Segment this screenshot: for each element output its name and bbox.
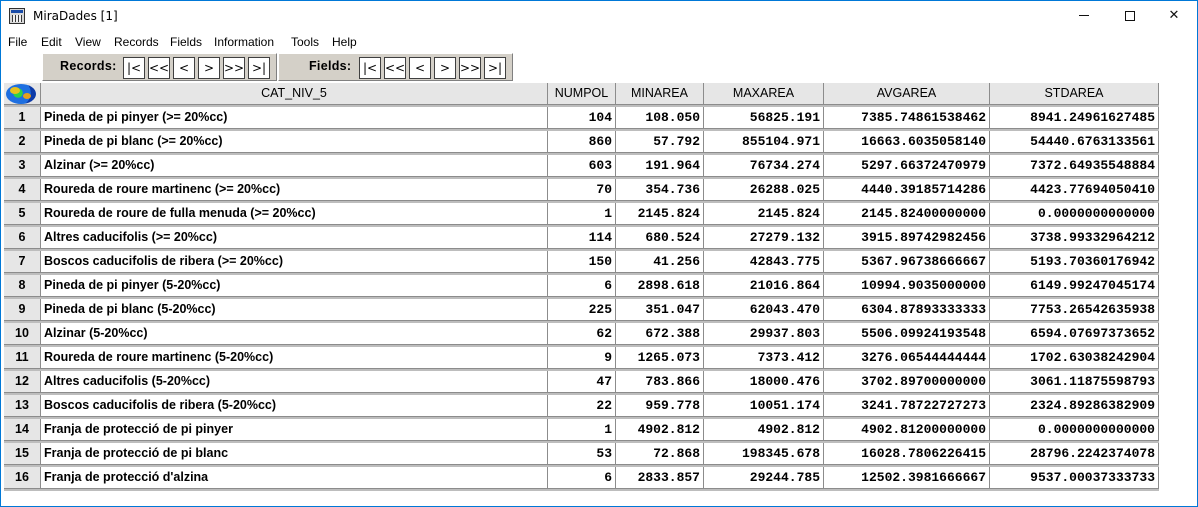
table-cell-maxarea[interactable]: 4902.812 — [704, 419, 824, 441]
table-cell-cat-niv-5[interactable]: Alzinar (>= 20%cc) — [41, 155, 548, 177]
table-cell-maxarea[interactable]: 198345.678 — [704, 443, 824, 465]
table-corner[interactable] — [4, 83, 41, 105]
table-cell-avgarea[interactable]: 3915.89742982456 — [824, 227, 990, 249]
column-header-maxarea[interactable]: MAXAREA — [704, 83, 824, 105]
table-cell-stdarea[interactable]: 54440.6763133561 — [990, 131, 1159, 153]
table-cell-minarea[interactable]: 41.256 — [616, 251, 704, 273]
table-cell-minarea[interactable]: 191.964 — [616, 155, 704, 177]
row-header[interactable]: 7 — [4, 251, 41, 273]
table-cell-stdarea[interactable]: 6594.07697373652 — [990, 323, 1159, 345]
table-cell-avgarea[interactable]: 5297.66372470979 — [824, 155, 990, 177]
row-header[interactable]: 8 — [4, 275, 41, 297]
table-cell-minarea[interactable]: 4902.812 — [616, 419, 704, 441]
window-title: MiraDades [1] — [33, 9, 118, 23]
minimize-icon — [1079, 15, 1089, 16]
table-cell-avgarea[interactable]: 6304.87893333333 — [824, 299, 990, 321]
records-label: Records: — [60, 59, 117, 73]
data-table — [4, 83, 1159, 491]
table-cell-stdarea[interactable]: 8941.24961627485 — [990, 107, 1159, 129]
table-cell-cat-niv-5[interactable]: Roureda de roure de fulla menuda (>= 20%cc) — [41, 203, 548, 225]
table-cell-maxarea[interactable]: 42843.775 — [704, 251, 824, 273]
globe-icon — [6, 84, 36, 104]
table-cell-avgarea[interactable]: 4440.39185714286 — [824, 179, 990, 201]
table-cell-numpol[interactable]: 1 — [548, 419, 616, 441]
table-cell-maxarea[interactable]: 62043.470 — [704, 299, 824, 321]
table-cell-maxarea[interactable]: 7373.412 — [704, 347, 824, 369]
table-cell-maxarea[interactable]: 21016.864 — [704, 275, 824, 297]
table-cell-numpol[interactable]: 114 — [548, 227, 616, 249]
table-cell-avgarea[interactable]: 5506.09924193548 — [824, 323, 990, 345]
row-header[interactable]: 14 — [4, 419, 41, 441]
table-cell-maxarea[interactable]: 29244.785 — [704, 467, 824, 489]
table-cell-numpol[interactable]: 860 — [548, 131, 616, 153]
row-header[interactable]: 6 — [4, 227, 41, 249]
table-cell-avgarea[interactable]: 2145.82400000000 — [824, 203, 990, 225]
title-bar[interactable] — [1, 1, 1197, 31]
table-cell-numpol[interactable]: 1 — [548, 203, 616, 225]
table-cell-avgarea[interactable]: 3702.89700000000 — [824, 371, 990, 393]
table-cell-cat-niv-5[interactable]: Franja de protecció de pi pinyer — [41, 419, 548, 441]
table-cell-numpol[interactable]: 22 — [548, 395, 616, 417]
table-cell-maxarea[interactable]: 76734.274 — [704, 155, 824, 177]
table-cell-maxarea[interactable]: 26288.025 — [704, 179, 824, 201]
table-cell-stdarea[interactable]: 3061.11875598793 — [990, 371, 1159, 393]
close-button[interactable] — [1151, 1, 1197, 31]
table-cell-stdarea[interactable]: 28796.2242374078 — [990, 443, 1159, 465]
fields-prev-button[interactable]: < — [409, 57, 431, 79]
table-cell-stdarea[interactable]: 3738.99332964212 — [990, 227, 1159, 249]
row-header[interactable]: 11 — [4, 347, 41, 369]
fields-toolbar — [278, 53, 513, 81]
table-cell-minarea[interactable]: 2145.824 — [616, 203, 704, 225]
table-cell-avgarea[interactable]: 5367.96738666667 — [824, 251, 990, 273]
table-cell-numpol[interactable]: 9 — [548, 347, 616, 369]
table-cell-minarea[interactable]: 680.524 — [616, 227, 704, 249]
table-cell-stdarea[interactable]: 0.0000000000000 — [990, 419, 1159, 441]
table-cell-stdarea[interactable]: 7372.64935548884 — [990, 155, 1159, 177]
table-cell-minarea[interactable]: 2833.857 — [616, 467, 704, 489]
menu-information[interactable]: Information — [214, 35, 275, 49]
table-cell-maxarea[interactable]: 855104.971 — [704, 131, 824, 153]
row-header[interactable]: 2 — [4, 131, 41, 153]
table-cell-numpol[interactable]: 70 — [548, 179, 616, 201]
table-cell-minarea[interactable]: 1265.073 — [616, 347, 704, 369]
table-cell-avgarea[interactable]: 3276.06544444444 — [824, 347, 990, 369]
table-cell-minarea[interactable]: 57.792 — [616, 131, 704, 153]
table-cell-minarea[interactable]: 959.778 — [616, 395, 704, 417]
table-cell-numpol[interactable]: 53 — [548, 443, 616, 465]
table-cell-minarea[interactable]: 108.050 — [616, 107, 704, 129]
table-cell-avgarea[interactable]: 4902.81200000000 — [824, 419, 990, 441]
table-cell-cat-niv-5[interactable]: Franja de protecció de pi blanc — [41, 443, 548, 465]
table-cell-minarea[interactable]: 783.866 — [616, 371, 704, 393]
menu-help[interactable]: Help — [332, 35, 357, 49]
table-cell-numpol[interactable]: 603 — [548, 155, 616, 177]
minimize-button[interactable] — [1061, 1, 1107, 31]
table-cell-numpol[interactable]: 62 — [548, 323, 616, 345]
app-table-icon — [9, 8, 25, 24]
table-cell-maxarea[interactable]: 29937.803 — [704, 323, 824, 345]
table-cell-cat-niv-5[interactable]: Roureda de roure martinenc (>= 20%cc) — [41, 179, 548, 201]
row-header[interactable]: 3 — [4, 155, 41, 177]
table-cell-stdarea[interactable]: 5193.70360176942 — [990, 251, 1159, 273]
row-header[interactable]: 12 — [4, 371, 41, 393]
table-cell-cat-niv-5[interactable]: Pineda de pi pinyer (>= 20%cc) — [41, 107, 548, 129]
column-header-avgarea[interactable]: AVGAREA — [824, 83, 990, 105]
table-cell-stdarea[interactable]: 9537.00037333733 — [990, 467, 1159, 489]
column-header-minarea[interactable]: MINAREA — [616, 83, 704, 105]
table-cell-numpol[interactable]: 6 — [548, 467, 616, 489]
table-cell-cat-niv-5[interactable]: Franja de protecció d'alzina — [41, 467, 548, 489]
fields-next-page-button[interactable]: >> — [459, 57, 481, 79]
table-cell-avgarea[interactable]: 3241.78722727273 — [824, 395, 990, 417]
records-first-button[interactable]: |< — [123, 57, 145, 79]
table-cell-cat-niv-5[interactable]: Alzinar (5-20%cc) — [41, 323, 548, 345]
table-cell-cat-niv-5[interactable]: Altres caducifolis (>= 20%cc) — [41, 227, 548, 249]
table-cell-stdarea[interactable]: 4423.77694050410 — [990, 179, 1159, 201]
column-header-numpol[interactable]: NUMPOL — [548, 83, 616, 105]
table-cell-avgarea[interactable]: 7385.74861538462 — [824, 107, 990, 129]
records-last-button[interactable]: >| — [248, 57, 270, 79]
table-cell-numpol[interactable]: 225 — [548, 299, 616, 321]
maximize-button[interactable] — [1107, 1, 1153, 31]
menu-fields[interactable]: Fields — [170, 35, 203, 49]
table-cell-stdarea[interactable]: 1702.63038242904 — [990, 347, 1159, 369]
table-cell-avgarea[interactable]: 12502.3981666667 — [824, 467, 990, 489]
table-cell-cat-niv-5[interactable]: Altres caducifolis (5-20%cc) — [41, 371, 548, 393]
table-cell-numpol[interactable]: 6 — [548, 275, 616, 297]
fields-label: Fields: — [309, 59, 352, 73]
row-header[interactable]: 9 — [4, 299, 41, 321]
table-cell-cat-niv-5[interactable]: Boscos caducifolis de ribera (5-20%cc) — [41, 395, 548, 417]
column-header-cat-niv-5[interactable]: CAT_NIV_5 — [41, 83, 548, 105]
menu-bar — [1, 32, 1197, 52]
row-header[interactable]: 4 — [4, 179, 41, 201]
table-cell-numpol[interactable]: 104 — [548, 107, 616, 129]
menu-records[interactable]: Records — [114, 35, 159, 49]
records-toolbar — [42, 53, 277, 81]
table-cell-maxarea[interactable]: 2145.824 — [704, 203, 824, 225]
table-cell-minarea[interactable]: 2898.618 — [616, 275, 704, 297]
table-cell-stdarea[interactable]: 6149.99247045174 — [990, 275, 1159, 297]
records-prev-page-button[interactable]: << — [148, 57, 170, 79]
row-header[interactable]: 13 — [4, 395, 41, 417]
menu-file[interactable]: File — [8, 35, 28, 49]
table-cell-avgarea[interactable]: 16028.7806226415 — [824, 443, 990, 465]
table-cell-stdarea[interactable]: 0.0000000000000 — [990, 203, 1159, 225]
records-prev-button[interactable]: < — [173, 57, 195, 79]
table-cell-minarea[interactable]: 351.047 — [616, 299, 704, 321]
table-cell-maxarea[interactable]: 10051.174 — [704, 395, 824, 417]
table-cell-cat-niv-5[interactable]: Roureda de roure martinenc (5-20%cc) — [41, 347, 548, 369]
table-cell-maxarea[interactable]: 18000.476 — [704, 371, 824, 393]
table-cell-minarea[interactable]: 672.388 — [616, 323, 704, 345]
table-cell-numpol[interactable]: 150 — [548, 251, 616, 273]
records-next-button[interactable]: > — [198, 57, 220, 79]
close-icon: ✕ — [1168, 8, 1180, 23]
row-header[interactable]: 5 — [4, 203, 41, 225]
table-cell-avgarea[interactable]: 16663.6035058140 — [824, 131, 990, 153]
table-cell-cat-niv-5[interactable]: Pineda de pi blanc (>= 20%cc) — [41, 131, 548, 153]
table-cell-cat-niv-5[interactable]: Pineda de pi blanc (5-20%cc) — [41, 299, 548, 321]
maximize-icon — [1125, 11, 1135, 21]
table-cell-maxarea[interactable]: 27279.132 — [704, 227, 824, 249]
row-header[interactable]: 10 — [4, 323, 41, 345]
row-header[interactable]: 15 — [4, 443, 41, 465]
table-cell-avgarea[interactable]: 10994.9035000000 — [824, 275, 990, 297]
table-cell-numpol[interactable]: 47 — [548, 371, 616, 393]
row-header[interactable]: 16 — [4, 467, 41, 489]
table-cell-cat-niv-5[interactable]: Pineda de pi pinyer (5-20%cc) — [41, 275, 548, 297]
table-cell-stdarea[interactable]: 7753.26542635938 — [990, 299, 1159, 321]
column-header-stdarea[interactable]: STDAREA — [990, 83, 1159, 105]
table-cell-cat-niv-5[interactable]: Boscos caducifolis de ribera (>= 20%cc) — [41, 251, 548, 273]
row-header[interactable]: 1 — [4, 107, 41, 129]
table-cell-maxarea[interactable]: 56825.191 — [704, 107, 824, 129]
fields-first-button[interactable]: |< — [359, 57, 381, 79]
fields-prev-page-button[interactable]: << — [384, 57, 406, 79]
records-next-page-button[interactable]: >> — [223, 57, 245, 79]
menu-view[interactable]: View — [75, 35, 101, 49]
table-cell-stdarea[interactable]: 2324.89286382909 — [990, 395, 1159, 417]
menu-tools[interactable]: Tools — [291, 35, 320, 49]
menu-edit[interactable]: Edit — [41, 35, 62, 49]
fields-next-button[interactable]: > — [434, 57, 456, 79]
table-cell-minarea[interactable]: 354.736 — [616, 179, 704, 201]
table-cell-minarea[interactable]: 72.868 — [616, 443, 704, 465]
fields-last-button[interactable]: >| — [484, 57, 506, 79]
